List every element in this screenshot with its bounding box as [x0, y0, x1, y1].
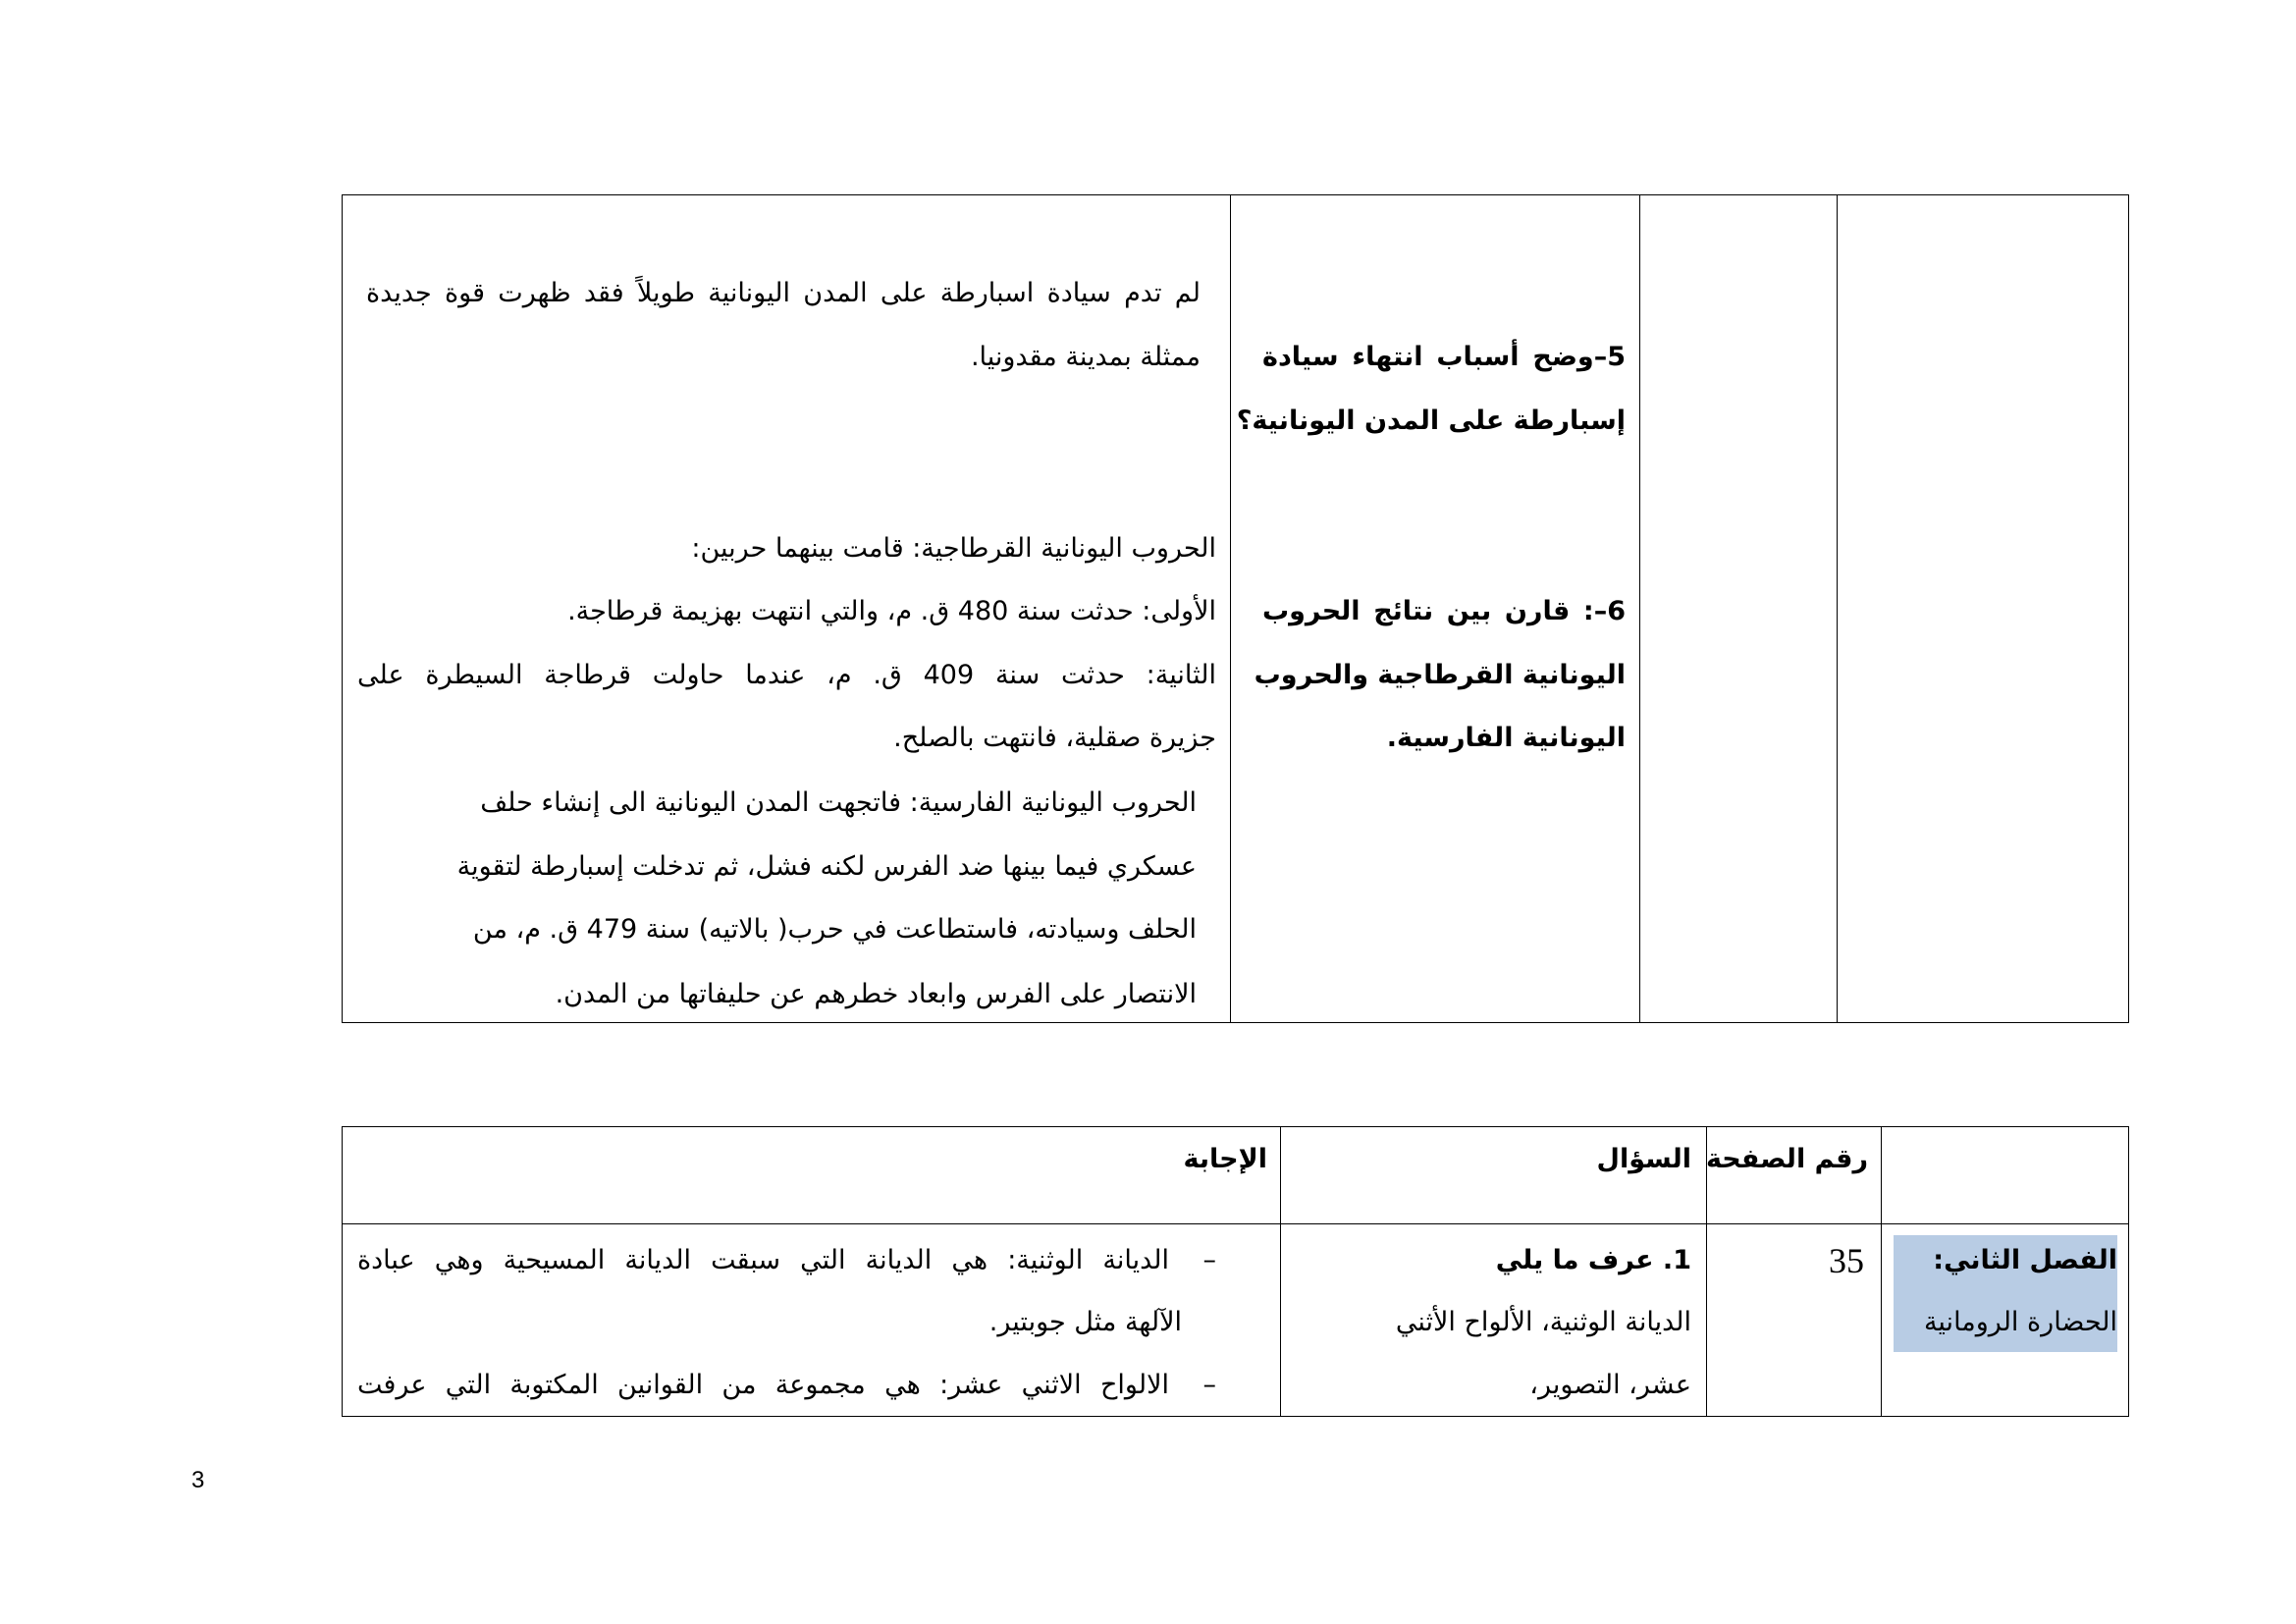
answer-6-line: الأولى: حدثت سنة 480 ق. م، والتي انتهت بهزيمة قرطاجة. [567, 596, 1216, 626]
answer-6-line: الحروب اليونانية القرطاجية: قامت بينهما حربين: [691, 533, 1216, 564]
answer-line: الديانة الوثنية: هي الديانة التي سبقت الديانة المسيحية وهي عبادة [357, 1245, 1169, 1275]
list-bullet: – [1202, 1370, 1216, 1400]
question-title: 1. عرف ما يلي [1495, 1245, 1691, 1275]
answer-6-line: عسكري فيما بينها ضد الفرس لكنه فشل، ثم تدخلت إسبارطة لتقوية [456, 851, 1197, 882]
page-number-cell [1706, 1127, 1881, 1416]
question-5-line: إسبارطة على المدن اليونانية؟ [1236, 406, 1626, 436]
page-number: 3 [191, 1467, 205, 1493]
question-line: الديانة الوثنية، الألواح الأثني [1395, 1307, 1691, 1337]
question-6-line: اليونانية الفارسية. [1386, 723, 1626, 753]
chapter-cell [1837, 195, 2130, 1022]
chapter-two-table [342, 1126, 2129, 1417]
answer-5-line: لم تدم سيادة اسبارطة على المدن اليونانية طويلاً فقد ظهرت قوة جديدة [366, 278, 1201, 308]
question-header: السؤال [1596, 1144, 1691, 1174]
answer-6-line: جزيرة صقلية، فانتهت بالصلح. [893, 723, 1216, 753]
question-5-line: 5–وضح أسباب انتهاء سيادة [1262, 342, 1626, 372]
page-number-header: رقم الصفحة [1705, 1144, 1868, 1174]
answer-cell [343, 195, 1230, 1022]
chapter-subtitle: الحضارة الرومانية [1923, 1307, 2117, 1337]
chapter-cell [1881, 1127, 2130, 1416]
answer-line: الالواح الاثني عشر: هي مجموعة من القوانين المكتوبة التي عرفت [357, 1370, 1169, 1400]
answer-header: الإجابة [1183, 1144, 1267, 1174]
question-6-line: اليونانية القرطاجية والحروب [1254, 660, 1626, 690]
list-bullet: – [1202, 1245, 1216, 1275]
question-6-line: 6–: قارن بين نتائج الحروب [1262, 596, 1626, 626]
question-line: عشر، التصوير، [1529, 1370, 1691, 1400]
answer-cell [343, 1127, 1280, 1416]
page-number-cell [1639, 195, 1837, 1022]
question-cell [1280, 1127, 1706, 1416]
chapter-title: الفصل الثاني: [1933, 1245, 2117, 1275]
answer-6-line: الثانية: حدثت سنة 409 ق. م، عندما حاولت قرطاجة السيطرة على [357, 660, 1216, 690]
chapter-highlight [1894, 1235, 2117, 1352]
answer-line: الآلهة مثل جوبتير. [988, 1307, 1182, 1337]
table-continued [342, 194, 2129, 1023]
page-number-value: 35 [1829, 1241, 1864, 1280]
answer-5-line: ممثلة بمدينة مقدونيا. [970, 342, 1201, 372]
answer-6-line: الحلف وسيادته، فاستطاعت في حرب( بالاتيه) سنة 479 ق. م، من [472, 914, 1197, 945]
question-cell [1230, 195, 1639, 1022]
answer-6-line: الانتصار على الفرس وابعاد خطرهم عن حليفاتها من المدن. [555, 979, 1197, 1009]
answer-6-line: الحروب اليونانية الفارسية: فاتجهت المدن اليونانية الى إنشاء حلف [480, 787, 1197, 818]
